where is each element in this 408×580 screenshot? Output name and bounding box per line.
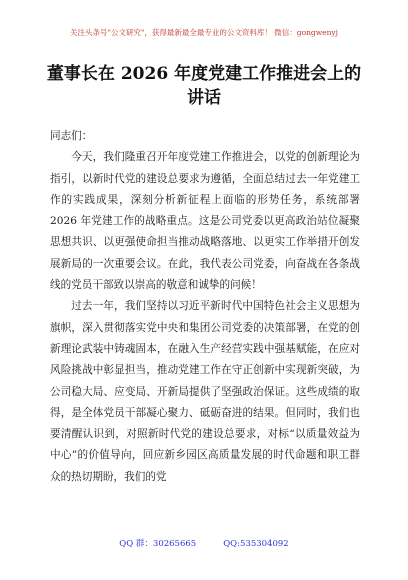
footer-qq: QQ:535304092 [223, 539, 289, 549]
top-banner: 关注头条号"公文研究"，获得最新最全最专业的公文资料库！ 微信：gongwenyj [70, 28, 338, 37]
document-body [50, 126, 360, 488]
document-title: 董事长在 2026 年度党建工作推进会上的讲话 [46, 64, 362, 108]
paragraph-2: 过去一年，我们坚持以习近平新时代中国特色社会主义思想为旗帜，深入贯彻落实党中央和集团公司党委的决策部署，在党的创新理论武装中铸魂固本，在融入生产经营实践中强基赋能，在应对风险挑战中彰显担当，推动党建工作在守正创新中实现新突破，为公司稳大局、应变局、开新局提供了坚强政治保证。这些成绩的取得，是全体党员干部凝心聚力、砥砺奋进的结果。但同时，我们也要清醒认识到，对照新时代党的建设总要求，对标“以质量效益为中心”的价值导向，回应新乡园区高质量发展的时代命题和职工群众的热切期盼，我们的党 [50, 300, 360, 483]
footer-qq-group: QQ 群：30265665 [119, 539, 197, 549]
footer-contact [0, 538, 408, 550]
paragraph-1: 今天，我们隆重召开年度党建工作推进会，以党的创新理论为指引，以新时代党的建设总要求为遵循，全面总结过去一年党建工作的实践成果，深刻分析新征程上面临的形势任务，系统部署 2026 年党建工作的战略重点。这是公司党委以更高政治站位凝聚思想共识、以更强使命担当推动战略落地、以更实工作举措开创发展新局的一次重要会议。在此，我代表公司党委，向奋战在各条战线的党员干部致以崇高的敬意和诚挚的问候！ [50, 151, 360, 292]
salutation: 同志们： [50, 130, 93, 142]
